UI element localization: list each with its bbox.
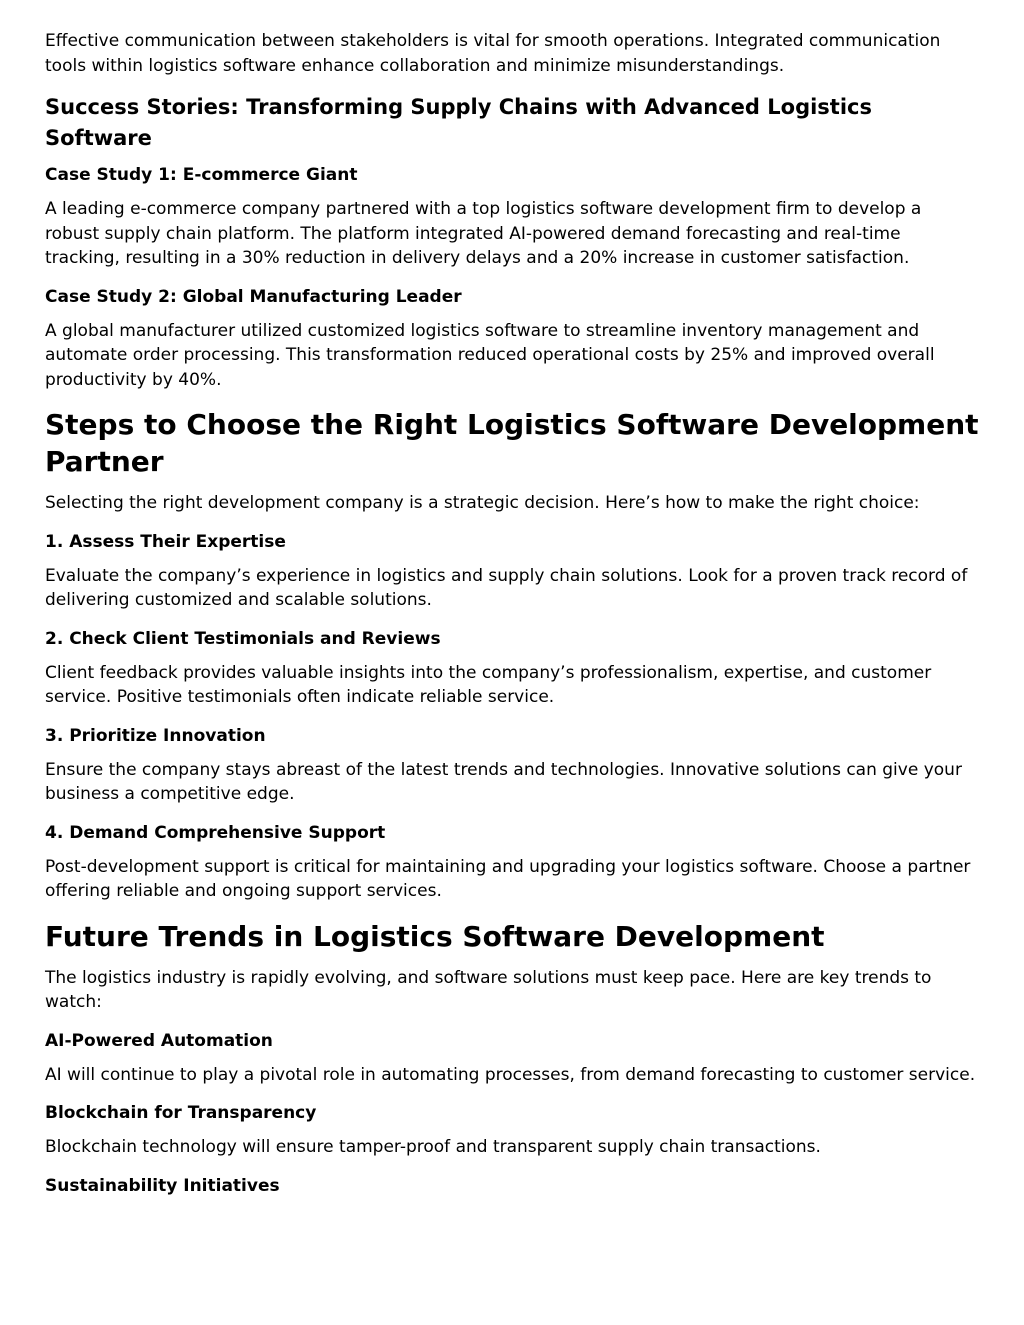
trend-3-title: Sustainability Initiatives bbox=[45, 1175, 280, 1196]
step-2-body: Client feedback provides valuable insights into the company’s professionalism, expertise, and customer service. Positive testimonials often indicate reliable service. bbox=[45, 662, 932, 707]
trend-1-title: AI-Powered Automation bbox=[45, 1030, 273, 1051]
step-4-title: 4. Demand Comprehensive Support bbox=[45, 822, 386, 843]
steps-heading: Steps to Choose the Right Logistics Software Development Partner bbox=[45, 408, 979, 478]
trends-heading: Future Trends in Logistics Software Development bbox=[45, 919, 825, 953]
steps-intro: Selecting the right development company is a strategic decision. Here’s how to make the right choice: bbox=[45, 493, 920, 513]
step-1-title: 1. Assess Their Expertise bbox=[45, 531, 286, 552]
step-2-title: 2. Check Client Testimonials and Reviews bbox=[45, 628, 441, 649]
trends-intro: The logistics industry is rapidly evolving, and software solutions must keep pace. Here are key trends to watch: bbox=[45, 967, 932, 1012]
step-1-body: Evaluate the company’s experience in logistics and supply chain solutions. Look for a proven track record of delivering customized and scalable solutions. bbox=[45, 565, 968, 610]
step-4-body: Post-development support is critical for maintaining and upgrading your logistics software. Choose a partner offering reliable and ongoing support services. bbox=[45, 856, 971, 901]
step-3-body: Ensure the company stays abreast of the latest trends and technologies. Innovative solutions can give your business a competitive edge. bbox=[45, 759, 962, 804]
trend-2-body: Blockchain technology will ensure tamper-proof and transparent supply chain transactions. bbox=[45, 1137, 821, 1157]
intro-paragraph: Effective communication between stakeholders is vital for smooth operations. Integrated communication tools within logistics software enhance collaboration and minimize misunderstandings. bbox=[45, 31, 941, 76]
case-study-1-title: Case Study 1: E-commerce Giant bbox=[45, 165, 358, 185]
case-study-1-body: A leading e-commerce company partnered with a top logistics software development firm to develop a robust supply chain platform. The platform integrated AI-powered demand forecasting and real-time tracking, resulting in a 30% reduction in delivery delays and a 20% increase in customer satisfaction. bbox=[45, 199, 922, 268]
step-3-title: 3. Prioritize Innovation bbox=[45, 725, 266, 746]
success-stories-heading: Success Stories: Transforming Supply Chains with Advanced Logistics Software bbox=[45, 95, 872, 150]
case-study-2-body: A global manufacturer utilized customized logistics software to streamline inventory management and automate order processing. This transformation reduced operational costs by 25% and improved overall productivity by 40%. bbox=[45, 320, 935, 390]
trend-1-body: AI will continue to play a pivotal role in automating processes, from demand forecasting to customer service. bbox=[45, 1064, 976, 1085]
trend-2-title: Blockchain for Transparency bbox=[45, 1103, 317, 1123]
case-study-2-title: Case Study 2: Global Manufacturing Leader bbox=[45, 286, 462, 307]
